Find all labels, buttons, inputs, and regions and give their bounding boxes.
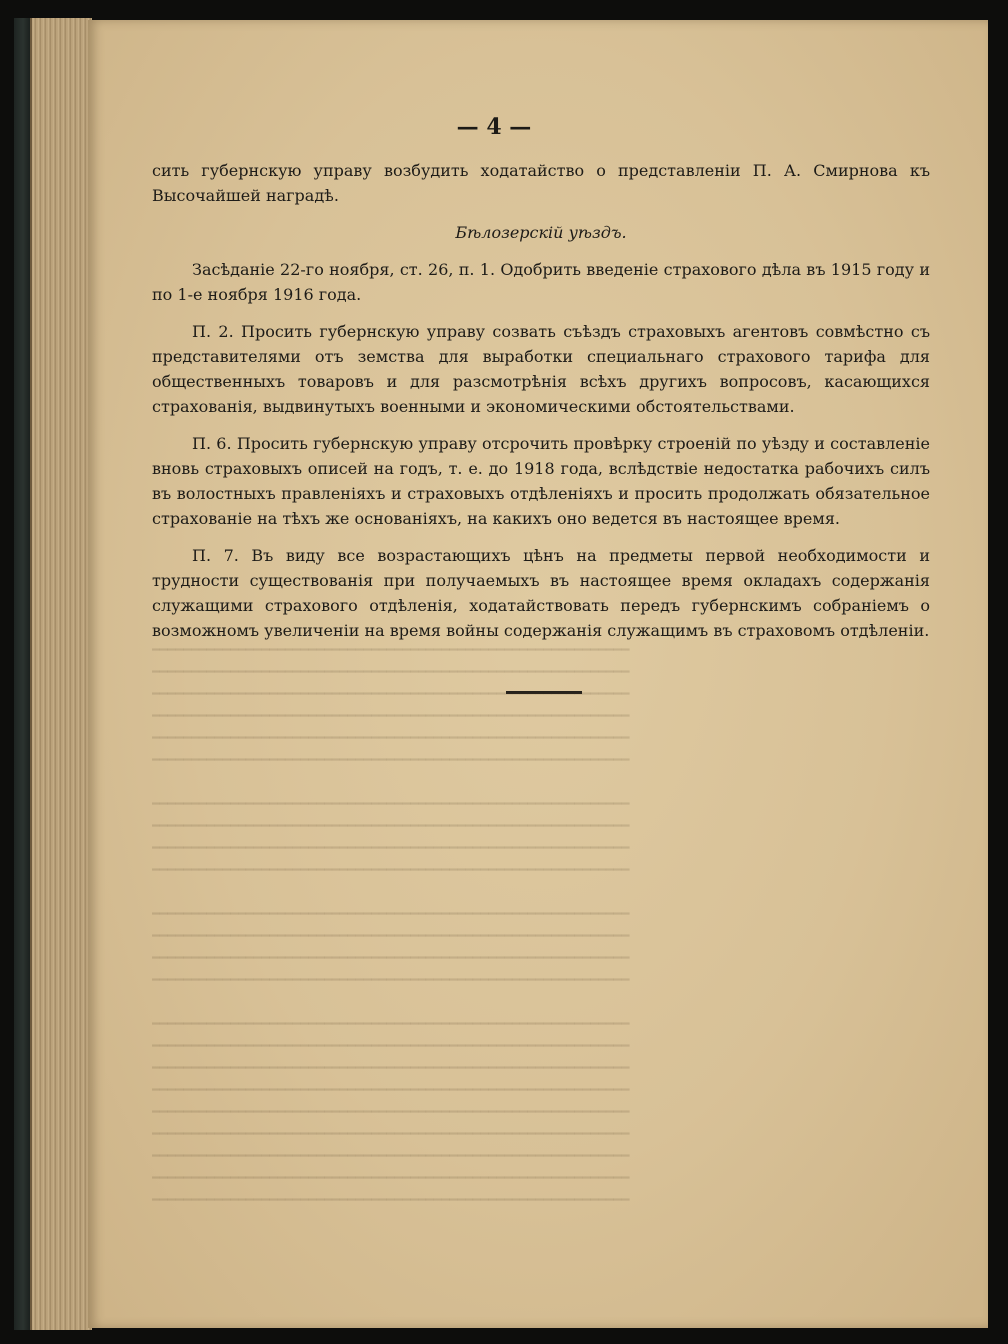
paragraph-point-7: П. 7. Въ виду все возрастающихъ цѣнъ на предметы первой необходимости и трудности существованія при получаемыхъ въ настоящее время окладахъ содержанія служащими страхового отдѣленія, ходатайствовать передъ губернскимъ собраніемъ о возможномъ увеличеніи на время войны содержанія служащимъ въ страховомъ отдѣленіи. — [152, 546, 930, 640]
paragraph-point-6: П. 6. Просить губернскую управу отсрочить провѣрку строеній по уѣзду и составленіе вновь страховыхъ описей на годъ, т. е. до 1918 года, вслѣдствіе недостатка рабочихъ силъ въ волостныхъ правленіяхъ и страховыхъ отдѣленіяхъ и просить продолжать обязательное страхованіе на тѣхъ же основаніяхъ, на какихъ оно ведется въ настоящее время. — [152, 434, 930, 528]
bleed-through-texture: ━━━━━━━━━━━━━━━━━━━━━━━━━━━━━━━━━━━━━━━━━━━━━━━━━━━━━━━━━━━━━ ━━━━━━━━━━━━━━━━━━━━━━━━━━━━━━━━━━━━━━━━━━━━━━━━━━━━━━━━━━━━━ ━━━━━━━━━━━━━━━━━━━━━━━━━━━━━━━━━━━━━━━━━━━━━━━━━━━━━━━━━━━━━ ━━━━━━━━━━━━━━━━━━━━━━━━━━━━━━━━━━━━━━━━━━━━━━━━━━━━━━━━━━━━━ ━━━━━━━━━━━━━━━━━━━━━━━━━━━━━━━━━━━━━━━━━━━━━━━━━━━━━━━━━━━━━ ━━━━━━━━━━━━━━━━━━━━━━━━━━━━━━━━━━━━━━━━━━━━━━━━━━━━━━━━━━━━━ ━━━━━━━━━━━━━━━━━━━━━━━━━━━━━━━━━━━━━━━━━━━━━━━━━━━━━━━━━━━━━ ━━━━━━━━━━━━━━━━━━━━━━━━━━━━━━━━━━━━━━━━━━━━━━━━━━━━━━━━━━━━━ ━━━━━━━━━━━━━━━━━━━━━━━━━━━━━━━━━━━━━━━━━━━━━━━━━━━━━━━━━━━━━ ━━━━━━━━━━━━━━━━━━━━━━━━━━━━━━━━━━━━━━━━━━━━━━━━━━━━━━━━━━━━━ ━━━━━━━━━━━━━━━━━━━━━━━━━━━━━━━━━━━━━━━━━━━━━━━━━━━━━━━━━━━━━ ━━━━━━━━━━━━━━━━━━━━━━━━━━━━━━━━━━━━━━━━━━━━━━━━━━━━━━━━━━━━━ ━━━━━━━━━━━━━━━━━━━━━━━━━━━━━━━━━━━━━━━━━━━━━━━━━━━━━━━━━━━━━ ━━━━━━━━━━━━━━━━━━━━━━━━━━━━━━━━━━━━━━━━━━━━━━━━━━━━━━━━━━━━━ ━━━━━━━━━━━━━━━━━━━━━━━━━━━━━━━━━━━━━━━━━━━━━━━━━━━━━━━━━━━━━ ━━━━━━━━━━━━━━━━━━━━━━━━━━━━━━━━━━━━━━━━━━━━━━━━━━━━━━━━━━━━━ ━━━━━━━━━━━━━━━━━━━━━━━━━━━━━━━━━━━━━━━━━━━━━━━━━━━━━━━━━━━━━ ━━━━━━━━━━━━━━━━━━━━━━━━━━━━━━━━━━━━━━━━━━━━━━━━━━━━━━━━━━━━━ ━━━━━━━━━━━━━━━━━━━━━━━━━━━━━━━━━━━━━━━━━━━━━━━━━━━━━━━━━━━━━ ━━━━━━━━━━━━━━━━━━━━━━━━━━━━━━━━━━━━━━━━━━━━━━━━━━━━━━━━━━━━━ ━━━━━━━━━━━━━━━━━━━━━━━━━━━━━━━━━━━━━━━━━━━━━━━━━━━━━━━━━━━━━ ━━━━━━━━━━━━━━━━━━━━━━━━━━━━━━━━━━━━━━━━━━━━━━━━━━━━━━━━━━━━━ ━━━━━━━━━━━━━━━━━━━━━━━━━━━━━━━━━━━━━━━━━━━━━━━━━━━━━━━━━━━━━ — [152, 643, 630, 1208]
paragraph-point-2: П. 2. Просить губернскую управу созвать съѣздъ страховыхъ агентовъ совмѣстно съ представителями отъ земства для выработки специальнаго страхового тарифа для общественныхъ товаровъ и для разсмотрѣнія всѣхъ другихъ вопросовъ, касающихся страхованія, выдвинутыхъ военными и экономическими обстоятельствами. — [152, 322, 930, 416]
section-heading: Бѣлозерскій уѣздъ. — [455, 223, 627, 242]
paragraph-session: Засѣданіе 22-го ноября, ст. 26, п. 1. Одобрить введеніе страхового дѣла въ 1915 году и по 1-е ноября 1916 года. — [152, 260, 930, 304]
document-page — [88, 20, 988, 1328]
page-number: — 4 — — [456, 114, 532, 140]
section-divider — [506, 691, 582, 694]
page-edges-stack — [30, 18, 92, 1330]
body-text — [152, 158, 930, 655]
paragraph-continuation: сить губернскую управу возбудить ходатайство о представленіи П. А. Смирнова къ Высочайшей наградѣ. — [152, 161, 930, 205]
